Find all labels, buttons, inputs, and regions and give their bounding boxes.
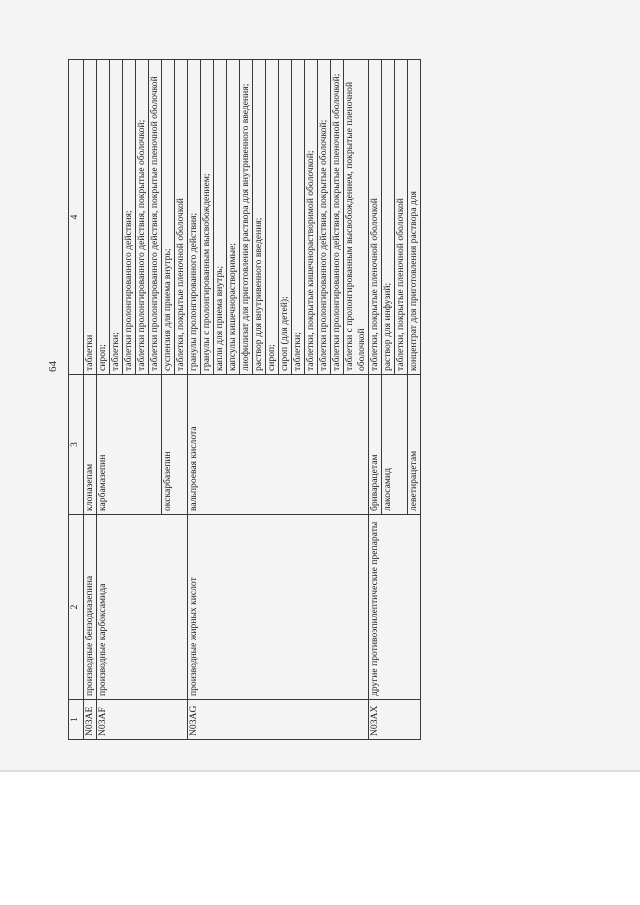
header-cell: 4 xyxy=(69,60,84,375)
dosage-form-cell: гранулы пролонгированного действия; xyxy=(188,60,201,375)
table-header-row xyxy=(69,60,84,740)
dosage-form-cell: концентрат для приготовления раствора для xyxy=(408,60,421,375)
dosage-form-cell: таблетки пролонгированного действия, покрытые пленочной оболочкой; xyxy=(331,60,344,375)
dosage-form-cell: таблетки, покрытые пленочной оболочкой xyxy=(369,60,382,375)
rotated-table-wrapper xyxy=(68,60,628,740)
group-name-cell: производные бензодиазепина xyxy=(84,515,97,700)
dosage-form-cell: таблетки пролонгированного действия, покрытые пленочной оболочкой xyxy=(149,60,162,375)
dosage-form-cell: сироп; xyxy=(97,60,110,375)
atc-code-cell: N03AG xyxy=(188,700,369,740)
drug-name-cell: лакосамид xyxy=(382,375,408,515)
group-name-cell: производные жирных кислот xyxy=(188,515,369,700)
dosage-form-cell: гранулы с пролонгированным высвобождением; xyxy=(201,60,214,375)
dosage-form-cell: таблетки, покрытые пленочной оболочкой xyxy=(395,60,408,375)
scan-edge xyxy=(0,770,640,772)
dosage-form-cell: таблетки пролонгированного действия; xyxy=(123,60,136,375)
drug-table xyxy=(68,59,421,740)
table-row xyxy=(84,60,97,740)
dosage-form-cell: раствор для внутривенного введения; xyxy=(253,60,266,375)
group-name-cell: производные карбоксамида xyxy=(97,515,188,700)
dosage-form-cell: таблетки, покрытые кишечнорастворимой оболочкой; xyxy=(305,60,318,375)
dosage-form-cell: суспензия для приема внутрь; xyxy=(162,60,175,375)
header-cell: 3 xyxy=(69,375,84,515)
drug-name-cell: бриварацетам xyxy=(369,375,382,515)
dosage-form-cell: капли для приема внутрь; xyxy=(214,60,227,375)
atc-code-cell: N03AX xyxy=(369,700,421,740)
dosage-form-cell: таблетки xyxy=(84,60,97,375)
dosage-form-cell: сироп (для детей); xyxy=(279,60,292,375)
atc-code-cell: N03AF xyxy=(97,700,188,740)
drug-name-cell: вальпроевая кислота xyxy=(188,375,369,515)
dosage-form-cell: таблетки пролонгированного действия, покрытые оболочкой; xyxy=(318,60,331,375)
header-cell: 2 xyxy=(69,515,84,700)
atc-code-cell: N03AE xyxy=(84,700,97,740)
drug-name-cell: клоназепам xyxy=(84,375,97,515)
dosage-form-cell: таблетки с пролонгированным высвобождением, покрытые пленочной оболочкой xyxy=(344,60,369,375)
header-cell: 1 xyxy=(69,700,84,740)
drug-table-body xyxy=(69,60,421,740)
table-row xyxy=(188,60,201,740)
page-number: 64 xyxy=(47,361,59,372)
drug-name-cell: окскарбазепин xyxy=(162,375,188,515)
drug-name-cell: карбамазепин xyxy=(97,375,162,515)
group-name-cell: другие противоэпилептические препараты xyxy=(369,515,421,700)
dosage-form-cell: таблетки; xyxy=(292,60,305,375)
drug-name-cell: леветирацетам xyxy=(408,375,421,515)
dosage-form-cell: сироп; xyxy=(266,60,279,375)
dosage-form-cell: таблетки; xyxy=(110,60,123,375)
dosage-form-cell: таблетки пролонгированного действия, покрытые оболочкой; xyxy=(136,60,149,375)
dosage-form-cell: капсулы кишечнорастворимые; xyxy=(227,60,240,375)
dosage-form-cell: лиофилизат для приготовления раствора для внутривенного введения; xyxy=(240,60,253,375)
dosage-form-cell: таблетки, покрытые пленочной оболочкой xyxy=(175,60,188,375)
dosage-form-cell: раствор для инфузий; xyxy=(382,60,395,375)
table-row xyxy=(97,60,110,740)
table-row xyxy=(369,60,382,740)
